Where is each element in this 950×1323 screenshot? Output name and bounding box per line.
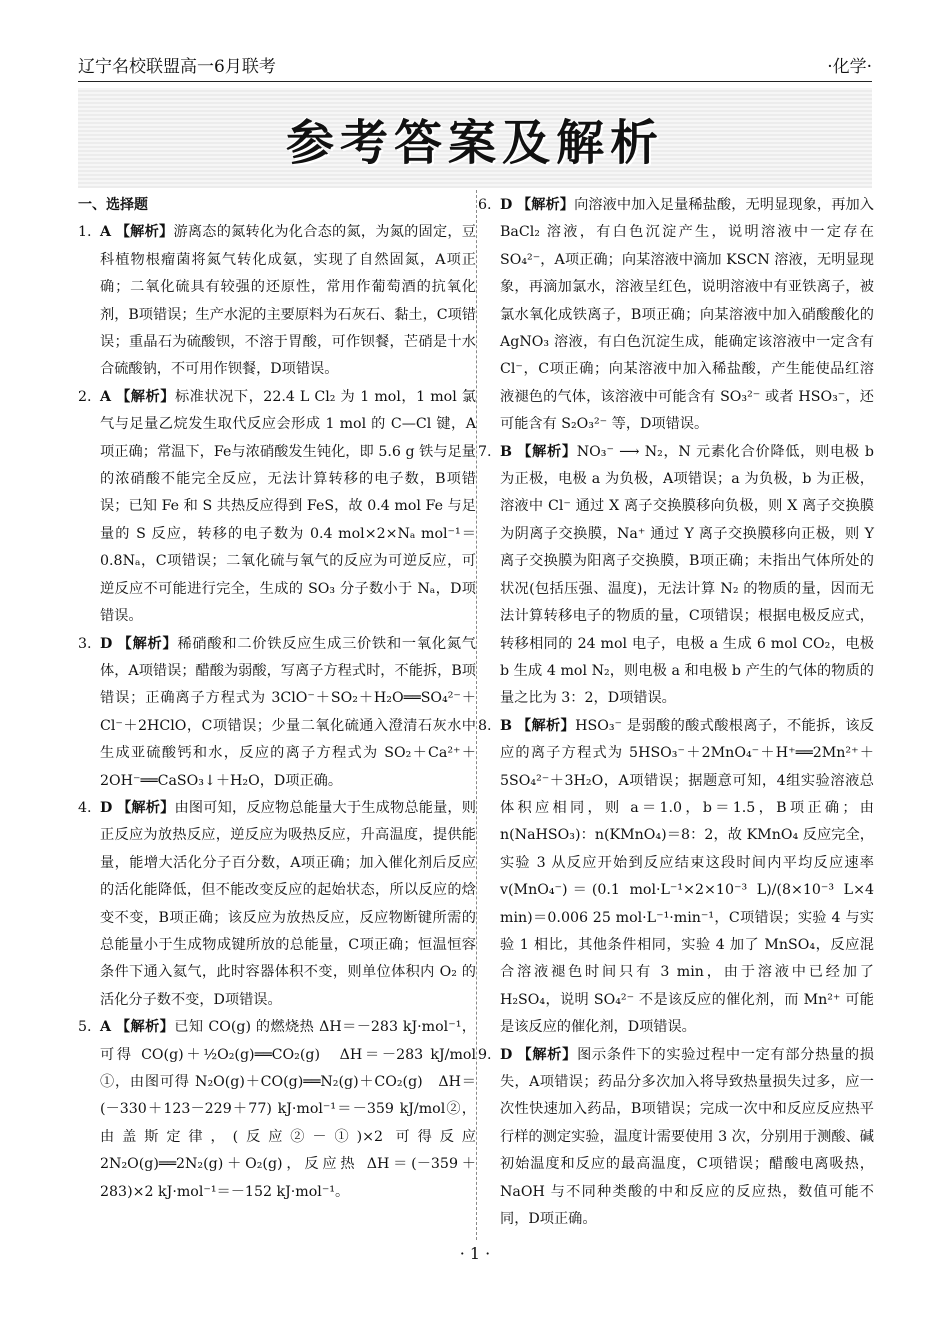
section-heading: 一、选择题 [78, 197, 148, 213]
analysis-text: 已知 CO(g) 的燃烧热 ΔH＝－283 kJ·mol⁻¹，可得 CO(g)＋½O₂(g)══CO₂(g) ΔH＝－283 kJ/mol ①，由图可得 N₂O(g)＋CO(g)══N₂(g)＋CO₂(g) ΔH＝(－330＋123－229＋77) kJ·mol⁻¹＝－359 kJ/mol②，由盖斯定律，(反应②－①)×2 可得反应 2N₂O(g)══2N₂(g)＋O₂(g)，反应热 ΔH＝(－359＋283)×2 kJ·mol⁻¹＝－152 kJ·mol⁻¹。 [100, 1019, 476, 1200]
analysis-text: 向溶液中加入足量稀盐酸，无明显现象，再加入 BaCl₂ 溶液，有白色沉淀产生，说明溶液中一定存在 SO₄²⁻，A项正确；向某溶液中滴加 KSCN 溶液，无明显现象，再滴加氯水，溶液呈红色，说明溶液中有亚铁离子，被氯水氧化成铁离子，B项正确；向某溶液中加入硝酸酸化的 AgNO₃ 溶液，有白色沉淀生成，能确定该溶液中一定含有 Cl⁻，C项正确；向某溶液中加入稀盐酸，产生能使品红溶液褪色的气体，该溶液中可能含有 SO₃²⁻ 或者 HSO₃⁻，还可能含有 S₂O₃²⁻ 等，D项错误。 [500, 197, 874, 433]
item-number: 3. [78, 635, 92, 652]
answer-letter: D [100, 635, 113, 652]
analysis-tag: 【解析】 [516, 717, 576, 734]
analysis-text: 由图可知，反应物总能量大于生成物总能量，则正反应为放热反应，逆反应为吸热反应，升高温度，提供能量，能增大活化分子百分数，A项正确；加入催化剂后反应的活化能降低，但不能改变反应的起始状态，所以反应的焓变不变，B项正确；该反应为放热反应，反应物断键所需的总能量小于生成物成键所放的总能量，C项正确；恒温恒容条件下通入氦气，此时容器体积不变，则单位体积内 O₂ 的活化分子数不变，D项错误。 [100, 799, 476, 1008]
analysis-tag: 【解析】 [517, 443, 577, 460]
answer-item-9 [478, 1042, 874, 1234]
analysis-tag: 【解析】 [516, 197, 575, 213]
analysis-text: 标准状况下，22.4 L Cl₂ 为 1 mol，1 mol 氯气与足量乙烷发生取代反应会形成 1 mol 的 C—Cl 键，A项正确；常温下，Fe与浓硝酸发生钝化，即 5.6 g 铁与足量的浓硝酸不能完全反应，无法计算转移的电子数，B项错误；已知 Fe 和 S 共热反应得到 FeS，故 0.4 mol Fe 与足量的 S 反应，转移的电子数为 0.4 mol×2×Nₐ mol⁻¹＝0.8Nₐ，C项错误；二氧化硫与氧气的反应为可逆反应，可逆反应不可能进行完全，生成的 SO₃ 分子数小于 Nₐ，D项错误。 [100, 388, 476, 625]
answer-item-4 [78, 795, 476, 1014]
analysis-tag: 【解析】 [517, 1046, 578, 1063]
item-number: 7. [478, 443, 492, 460]
item-number: 2. [78, 388, 92, 405]
item-number: 4. [78, 799, 92, 816]
title-band [78, 88, 872, 188]
page-number: · 1 · [459, 1244, 491, 1263]
answer-letter: D [500, 1046, 513, 1063]
answer-item-1 [78, 219, 476, 383]
analysis-tag: 【解析】 [115, 224, 174, 241]
analysis-tag: 【解析】 [115, 1019, 175, 1036]
answer-item-5 [78, 1014, 476, 1206]
analysis-tag: 【解析】 [117, 799, 175, 816]
answer-item-2 [78, 384, 476, 631]
answer-letter: A [100, 388, 112, 405]
page-header [78, 52, 872, 82]
subject-label: ·化学· [827, 57, 872, 77]
analysis-tag: 【解析】 [117, 635, 178, 652]
answer-letter: A [100, 1019, 112, 1036]
document-title: 参考答案及解析 [285, 114, 664, 171]
analysis-text: 图示条件下的实验过程中一定有部分热量的损失，A项错误；药品分多次加入将导致热量损失过多，应一次性快速加入药品，B项错误；完成一次中和反应反应热平行样的测定实验，温度计需要使用 3 次，分别用于测酸、碱初始温度和反应的最高温度，C项错误；醋酸电离吸热，NaOH 与不同种类酸的中和反应的反应热，数值可能不同，D项正确。 [500, 1046, 874, 1228]
item-number: 8. [478, 717, 492, 734]
analysis-tag: 【解析】 [116, 388, 175, 405]
answer-item-7 [478, 439, 874, 713]
answer-letter: D [500, 197, 513, 213]
item-number: 6. [478, 197, 492, 213]
answer-item-3 [78, 631, 476, 795]
analysis-text: 稀硝酸和二价铁反应生成三价铁和一氧化氮气体，A项错误；醋酸为弱酸，写离子方程式时，不能拆，B项错误；正确离子方程式为 3ClO⁻＋SO₂＋H₂O══SO₄²⁻＋Cl⁻＋2HClO，C项错误；少量二氧化硫通入澄清石灰水中生成亚硫酸钙和水，反应的离子方程式为 SO₂＋Ca²⁺＋2OH⁻══CaSO₃↓＋H₂O，D项正确。 [100, 635, 476, 789]
item-number: 5. [78, 1019, 92, 1036]
item-number: 1. [78, 224, 92, 241]
right-column [478, 192, 874, 1233]
answer-letter: A [100, 224, 112, 241]
answer-letter: B [500, 443, 512, 460]
answer-item-6 [478, 192, 874, 439]
analysis-text: HSO₃⁻ 是弱酸的酸式酸根离子，不能拆，该反应的离子方程式为 5HSO₃⁻＋2MnO₄⁻＋H⁺══2Mn²⁺＋5SO₄²⁻＋3H₂O，A项错误；据题意可知，4组实验溶液总体积应相同，则 a＝1.0，b＝1.5，B项正确；由 n(NaHSO₃)：n(KMnO₄)＝8：2，故 KMnO₄ 反应完全，实验 3 从反应开始到反应结束这段时间内平均反应速率 v(MnO₄⁻)＝(0.1 mol·L⁻¹×2×10⁻³ L)/(8×10⁻³ L×4 min)＝0.006 25 mol·L⁻¹·min⁻¹，C项错误；实验 4 与实验 1 相比，其他条件相同，实验 4 加了 MnSO₄，反应混合溶液褪色时间只有 3 min，由于溶液中已经加了 H₂SO₄，说明 SO₄²⁻ 不是该反应的催化剂，而 Mn²⁺ 可能是该反应的催化剂，D项错误。 [500, 717, 874, 1036]
analysis-text: NO₃⁻ ⟶ N₂，N 元素化合价降低，则电极 b 为正极，电极 a 为负极，A项错误；a 为负极，b 为正极，溶液中 Cl⁻ 通过 X 离子交换膜移向负极，则 X 离子交换膜为阴离子交换膜，Na⁺ 通过 Y 离子交换膜移向正极，则 Y 离子交换膜为阳离子交换膜，B项正确；未指出气体所处的状况(包括压强、温度)，无法计算 N₂ 的物质的量，因而无法计算转移电子的物质的量，C项错误；根据电极反应式，转移相同的 24 mol 电子，电极 a 生成 6 mol CO₂，电极 b 生成 4 mol N₂，则电极 a 和电极 b 产生的气体的物质的量之比为 3：2，D项错误。 [500, 443, 874, 707]
exam-title: 辽宁名校联盟高一6月联考 [78, 57, 276, 77]
left-column [78, 192, 476, 1206]
item-number: 9. [478, 1046, 492, 1063]
analysis-text: 游离态的氮转化为化合态的氮，为氮的固定，豆科植物根瘤菌将氮气转化成氨，实现了自然固氮，A项正确；二氧化硫具有较强的还原性，常用作葡萄酒的抗氧化剂，B项错误；生产水泥的主要原料为石灰石、黏土，C项错误；重晶石为硫酸钡，不溶于胃酸，可作钡餐，芒硝是十水合硫酸钠，不可用作钡餐，D项错误。 [100, 224, 476, 378]
answer-letter: B [500, 717, 512, 734]
answer-letter: D [100, 799, 113, 816]
answer-item-8 [478, 713, 874, 1042]
